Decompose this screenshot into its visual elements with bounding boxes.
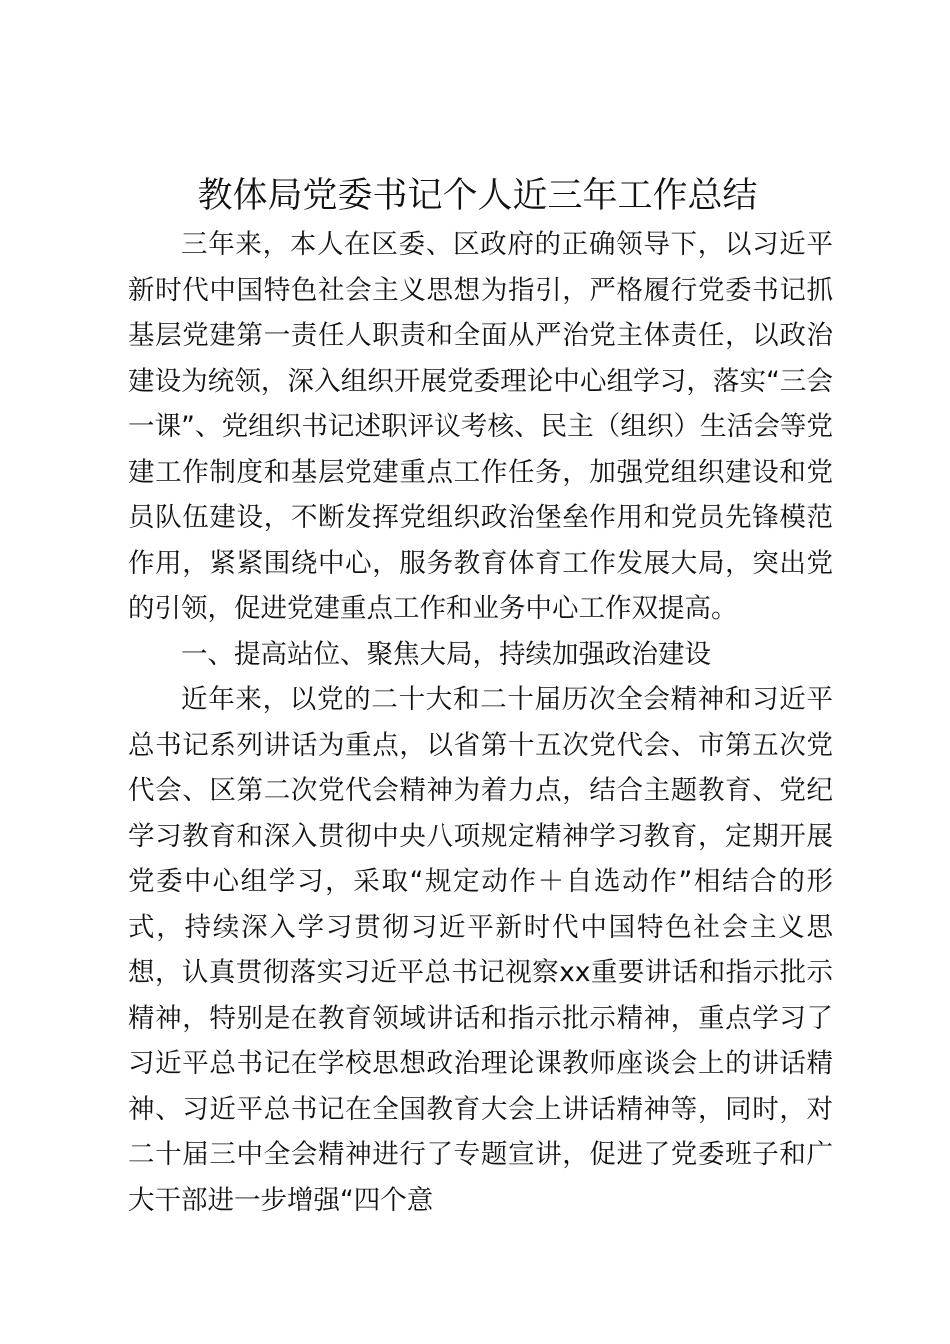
document-title: 教体局党委书记个人近三年工作总结 (197, 176, 758, 216)
document-body (128, 170, 833, 1223)
intro-paragraph: 三年来，本人在区委、区政府的正确领导下，以习近平新时代中国特色社会主义思想为指引，严格履行党委书记抓基层党建第一责任人职责和全面从严治党主体责任，以政治建设为统领，深入组织开展党委理论中心组学习，落实“三会一课”、党组织书记述职评议考核、民主（组织）生活会等党建工作制度和基层党建重点工作任务，加强党组织建设和党员队伍建设，不断发挥党组织政治堡垒作用和党员先锋模范作用，紧紧围绕中心，服务教育体育工作发展大局，突出党的引领，促进党建重点工作和业务中心工作双提高。 (128, 229, 833, 624)
section-1-paragraph: 近年来，以党的二十大和二十届历次全会精神和习近平总书记系列讲话为重点，以省第十五次党代会、市第五次党代会、区第二次党代会精神为着力点，结合主题教育、党纪学习教育和深入贯彻中央八项规定精神学习教育，定期开展党委中心组学习，采取“规定动作＋自选动作”相结合的形式，持续深入学习贯彻习近平新时代中国特色社会主义思想，认真贯彻落实习近平总书记视察xx重要讲话和指示批示精神，特别是在教育领域讲话和指示批示精神，重点学习了习近平总书记在学校思想政治理论课教师座谈会上的讲话精神、习近平总书记在全国教育大会上讲话精神等，同时，对二十届三中全会精神进行了专题宣讲，促进了党委班子和广大干部进一步增强“四个意 (128, 684, 833, 1216)
section-heading-1: 一、提高站位、聚焦大局，持续加强政治建设 (181, 638, 711, 670)
